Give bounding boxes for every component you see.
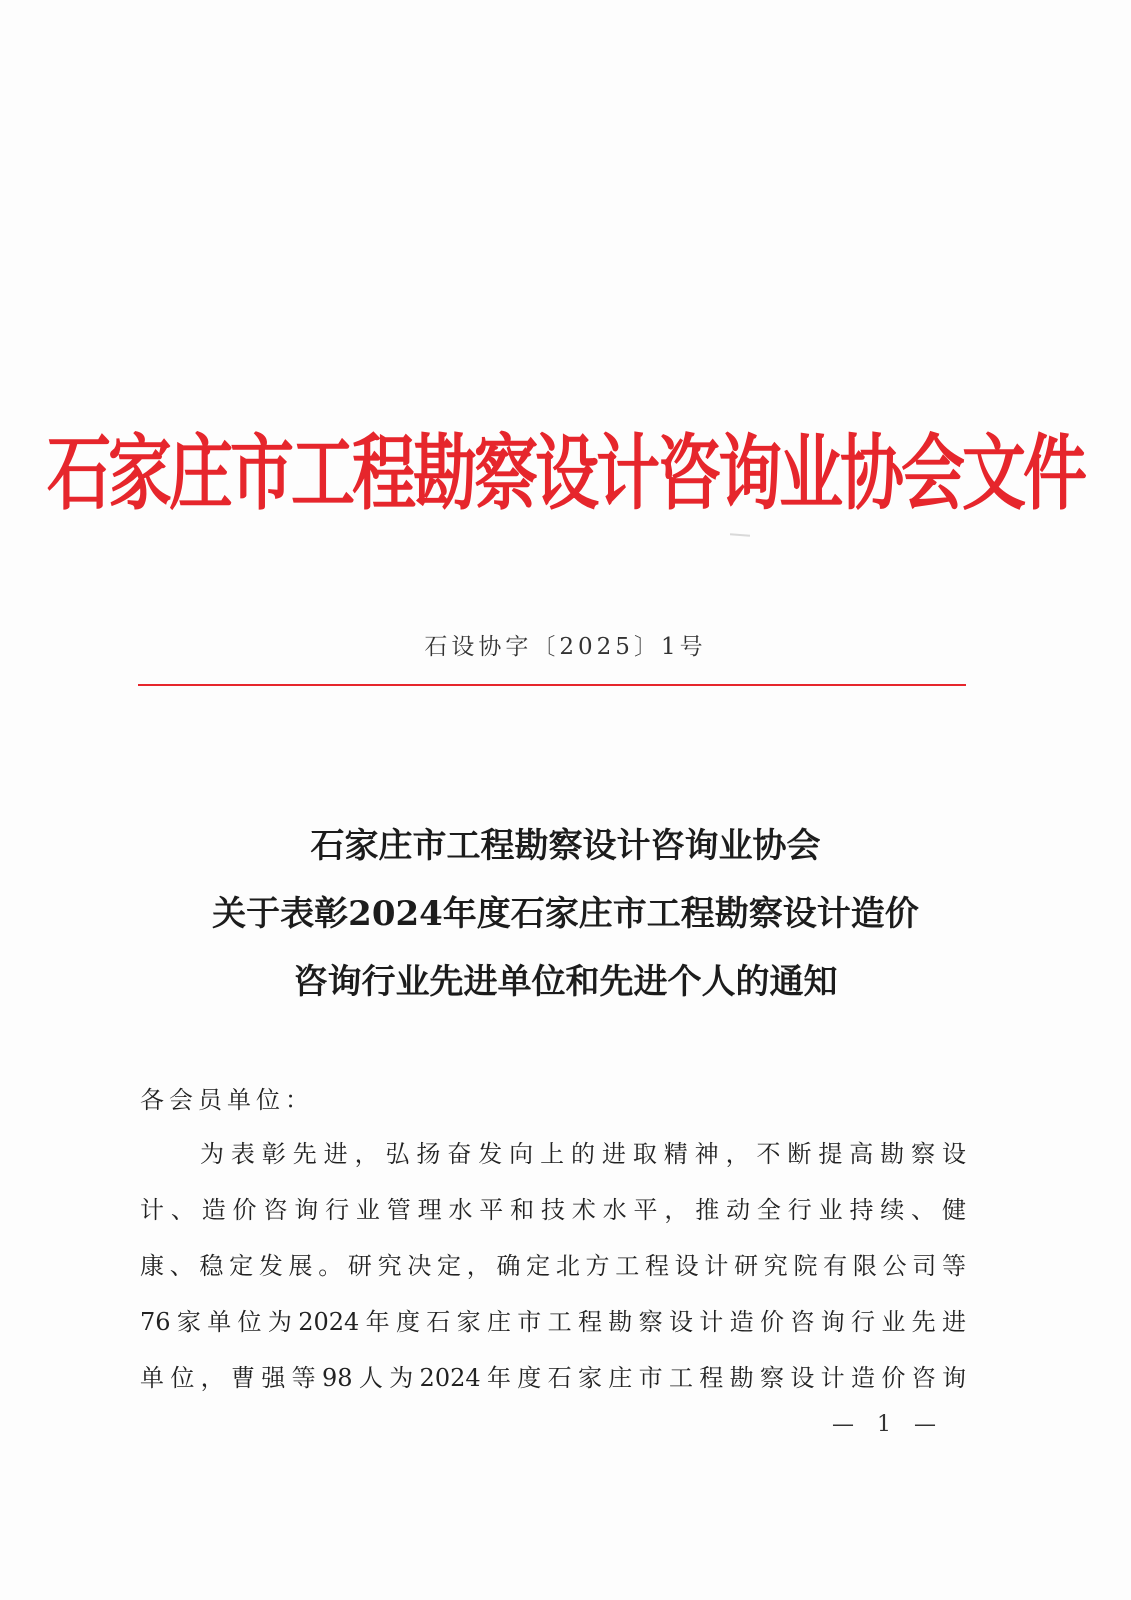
page-number: — 1 —: [832, 1412, 944, 1437]
document-number: 石设协字〔2025〕1号: [424, 634, 707, 660]
title-line-3: 咨询行业先进单位和先进个人的通知: [293, 962, 838, 1002]
issuer-header-title: 石家庄市工程勘察设计咨询业协会文件: [47, 427, 1084, 522]
title-line-1: 石家庄市工程勘察设计咨询业协会: [310, 826, 821, 866]
title-line-2: 关于表彰2024年度石家庄市工程勘察设计造价: [212, 894, 919, 934]
body-line: 为表彰先进，弘扬奋发向上的进取精神，不断提高勘察设: [200, 1140, 966, 1168]
body-line: 计、造价咨询行业管理水平和技术水平，推动全行业持续、健: [140, 1196, 966, 1224]
scan-speck: [730, 533, 750, 536]
red-divider-line: [138, 684, 966, 686]
salutation: 各会员单位：: [140, 1086, 314, 1114]
body-paragraph: [140, 1126, 966, 1406]
body-line: 单位，曹强等98人为2024年度石家庄市工程勘察设计造价咨询: [140, 1364, 966, 1392]
body-line: 康、稳定发展。研究决定，确定北方工程设计研究院有限公司等: [140, 1252, 966, 1280]
notice-title: [0, 812, 1131, 1016]
body-line: 76家单位为2024年度石家庄市工程勘察设计造价咨询行业先进: [140, 1308, 966, 1336]
